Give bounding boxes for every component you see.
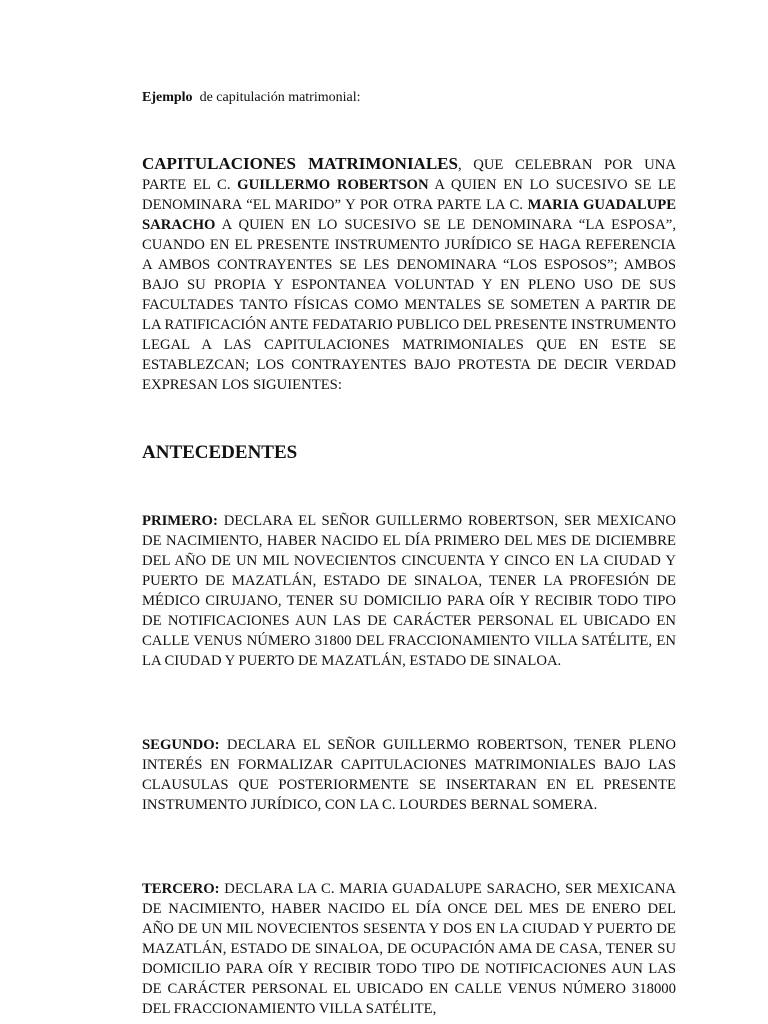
clause-primero bbox=[142, 511, 676, 671]
clause-segundo bbox=[142, 735, 676, 815]
clause-tercero bbox=[142, 879, 676, 1019]
example-label bbox=[142, 89, 361, 107]
intro-text-2: A QUIEN EN LO SUCESIVO SE LE DENOMINARA “EL MARIDO” Y POR OTRA PARTE LA C. bbox=[142, 177, 676, 213]
document-page bbox=[142, 0, 676, 1024]
wife-name: MARIA GUADALUPE SARACHO bbox=[142, 197, 676, 233]
example-label-bold: Ejemplo bbox=[142, 90, 193, 105]
clause-label: PRIMERO: bbox=[142, 513, 218, 529]
intro-text-3: A QUIEN EN LO SUCESIVO SE LE DENOMINARA “LA ESPOSA”, CUANDO EN EL PRESENTE INSTRUMENTO JURÍDICO SE HAGA REFERENCIA A AMBOS CONTRAYENTES SE LES DENOMINARA “LOS ESPOSOS”; AMBOS BAJO SU PROPIA Y ESPONTANEA VOLUNTAD Y EN PLENO USO DE SUS FACULTADES TANTO FÍSICAS COMO MENTALES SE SOMETEN A PARTIR DE LA RATIFICACIÓN ANTE FEDATARIO PUBLICO DEL PRESENTE INSTRUMENTO LEGAL A LAS CAPITULACIONES MATRIMONIALES QUE EN ESTE SE ESTABLEZCAN; LOS CONTRAYENTES BAJO PROTESTA DE DECIR VERDAD EXPRESAN LOS SIGUIENTES: bbox=[142, 217, 676, 393]
husband-name: GUILLERMO ROBERTSON bbox=[237, 177, 429, 193]
example-label-rest: de capitulación matrimonial: bbox=[199, 90, 361, 105]
clause-label: TERCERO: bbox=[142, 881, 220, 897]
section-heading: ANTECEDENTES bbox=[142, 442, 298, 463]
clause-text: DECLARA EL SEÑOR GUILLERMO ROBERTSON, TENER PLENO INTERÉS EN FORMALIZAR CAPITULACIONES MATRIMONIALES BAJO LAS CLAUSULAS QUE POSTERIORMENTE SE INSERTARAN EN EL PRESENTE INSTRUMENTO JURÍDICO, CON LA C. LOURDES BERNAL SOMERA. bbox=[142, 737, 676, 813]
intro-text-1: , QUE CELEBRAN POR UNA PARTE EL C. bbox=[142, 157, 676, 193]
clause-text: DECLARA EL SEÑOR GUILLERMO ROBERTSON, SER MEXICANO DE NACIMIENTO, HABER NACIDO EL DÍA PRIMERO DEL MES DE DICIEMBRE DEL AÑO DE UN MIL NOVECIENTOS CINCUENTA Y CINCO EN LA CIUDAD Y PUERTO DE MAZATLÁN, ESTADO DE SINALOA, TENER LA PROFESIÓN DE MÉDICO CIRUJANO, TENER SU DOMICILIO PARA OÍR Y RECIBIR TODO TIPO DE NOTIFICACIONES AUN LAS DE CARÁCTER PERSONAL EL UBICADO EN CALLE VENUS NÚMERO 31800 DEL FRACCIONAMIENTO VILLA SATÉLITE, EN LA CIUDAD Y PUERTO DE MAZATLÁN, ESTADO DE SINALOA. bbox=[142, 513, 676, 669]
intro-paragraph bbox=[142, 154, 676, 395]
clause-text: DECLARA LA C. MARIA GUADALUPE SARACHO, SER MEXICANA DE NACIMIENTO, HABER NACIDO EL DÍA ONCE DEL MES DE ENERO DEL AÑO DE UN MIL NOVECIENTOS SESENTA Y DOS EN LA CIUDAD Y PUERTO DE MAZATLÁN, ESTADO DE SINALOA, DE OCUPACIÓN AMA DE CASA, TENER SU DOMICILIO PARA OÍR Y RECIBIR TODO TIPO DE NOTIFICACIONES AUN LAS DE CARÁCTER PERSONAL EL UBICADO EN CALLE VENUS NÚMERO 318000 DEL FRACCIONAMIENTO VILLA SATÉLITE, bbox=[142, 881, 676, 1017]
clause-label: SEGUNDO: bbox=[142, 737, 220, 753]
intro-lead: CAPITULACIONES MATRIMONIALES bbox=[142, 154, 458, 173]
